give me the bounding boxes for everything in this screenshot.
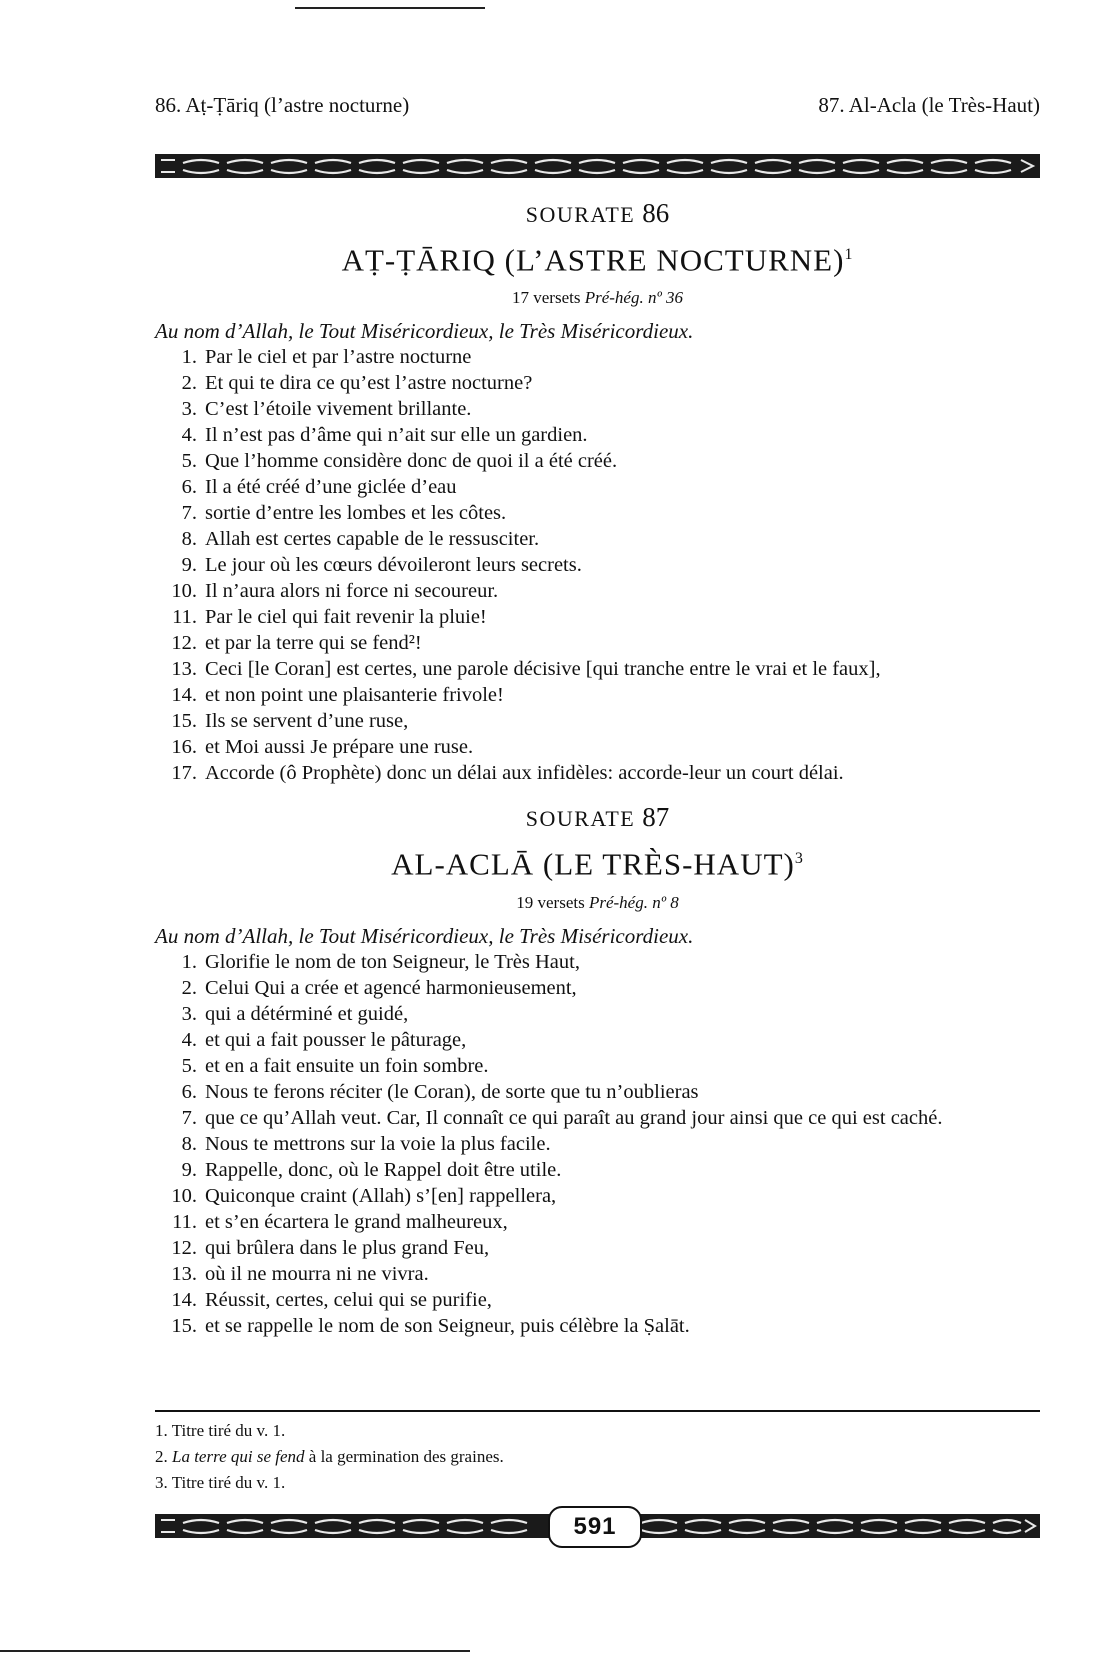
verse-item (155, 1235, 1040, 1261)
verse-number: 4. (181, 424, 197, 447)
verse-number: 2. (181, 976, 197, 999)
verse-number: 2. (181, 372, 197, 395)
verse-text: et par la terre qui se fend²! (205, 632, 422, 655)
verse-item (155, 1131, 1040, 1157)
verse-text: et non point une plaisanterie frivole! (205, 684, 504, 707)
title-footnote-ref: 3 (794, 850, 804, 868)
verse-number: 11. (172, 1210, 197, 1233)
verse-number: 15. (171, 710, 197, 733)
sourate-87-basmala: Au nom d’Allah, le Tout Miséricordieux, le Très Miséricordieux. (155, 923, 694, 948)
revelation-period: Pré-hég. nº 36 (584, 288, 683, 308)
verse-text: Par le ciel qui fait revenir la pluie! (205, 606, 487, 629)
verse-item (155, 1105, 1040, 1131)
sourate-87-label (155, 802, 1040, 833)
verse-number: 5. (181, 1054, 197, 1077)
verse-item (155, 1027, 1040, 1053)
verse-item (155, 760, 1040, 786)
sourate-label-text: SOURATE (525, 806, 636, 832)
verse-number: 7. (181, 502, 197, 525)
verse-number: 15. (171, 1314, 197, 1337)
verse-text: Que l’homme considère donc de quoi il a été créé. (205, 450, 618, 473)
verse-item (155, 474, 1040, 500)
verse-text: qui brûlera dans le plus grand Feu, (205, 1236, 490, 1259)
sourate-label-text: SOURATE (525, 202, 636, 227)
footnote-text: Titre tiré du v. 1. (171, 1421, 286, 1440)
verse-text: Quiconque craint (Allah) s’[en] rappellera, (205, 1184, 557, 1207)
sourate-number: 87 (642, 802, 670, 833)
sourate-title-text: AL-ACLĀ (LE TRÈS-HAUT) (391, 846, 795, 882)
verse-item (155, 1287, 1040, 1313)
verse-number: 12. (171, 1236, 197, 1259)
verse-number: 9. (181, 1158, 197, 1181)
verse-number: 14. (171, 684, 197, 707)
verse-item (155, 734, 1040, 760)
revelation-period: Pré-hég. nº 8 (588, 892, 679, 912)
verse-text: Il n’est pas d’âme qui n’ait sur elle un gardien. (205, 424, 588, 447)
sourate-86-verses (155, 344, 1040, 786)
verse-item (155, 526, 1040, 552)
verse-text: qui a détérminé et guidé, (205, 1002, 409, 1025)
scan-edge-top (295, 7, 485, 9)
footnotes (155, 1418, 1040, 1496)
verse-text: et se rappelle le nom de son Seigneur, puis célèbre la Ṣalāt. (205, 1314, 690, 1337)
verse-text: et Moi aussi Je prépare une ruse. (205, 736, 474, 759)
verse-text: Rappelle, donc, où le Rappel doit être utile. (205, 1158, 562, 1181)
verse-text: Nous te ferons réciter (le Coran), de sorte que tu n’oublieras (205, 1080, 699, 1103)
verse-number: 3. (181, 1002, 197, 1025)
verse-item (155, 949, 1040, 975)
footnote-text: Titre tiré du v. 1. (171, 1473, 286, 1492)
verse-item (155, 500, 1040, 526)
verse-number: 12. (171, 632, 197, 655)
footnote-divider (155, 1410, 1040, 1412)
verse-item (155, 604, 1040, 630)
verse-text: Il n’aura alors ni force ni secoureur. (205, 580, 499, 603)
verse-number: 8. (181, 528, 197, 551)
verse-item (155, 1183, 1040, 1209)
scan-edge-bottom (0, 1650, 470, 1652)
verse-text: Et qui te dira ce qu’est l’astre nocturne? (205, 372, 533, 395)
verse-item (155, 656, 1040, 682)
verse-text: Il a été créé d’une giclée d’eau (205, 476, 457, 499)
verse-text: Celui Qui a crée et agencé harmonieusement, (205, 976, 577, 999)
sourate-title-text: AṬ-ṬĀRIQ (L’ASTRE NOCTURNE) (341, 242, 845, 278)
footnote (155, 1418, 1040, 1444)
sourate-86-meta (155, 288, 1040, 308)
footnote-number: 1. (155, 1421, 168, 1440)
verse-item (155, 344, 1040, 370)
verse-text: Glorifie le nom de ton Seigneur, le Très Haut, (205, 950, 580, 973)
sourate-86-title (155, 233, 1040, 282)
verse-count: 19 versets (516, 892, 585, 912)
verse-text: Ceci [le Coran] est certes, une parole décisive [qui tranche entre le vrai et le faux], (205, 658, 881, 681)
sourate-87-verses (155, 949, 1040, 1339)
sourate-86-label (155, 198, 1040, 229)
verse-number: 4. (181, 1028, 197, 1051)
verse-number: 1. (181, 346, 197, 369)
verse-item (155, 422, 1040, 448)
verse-item (155, 448, 1040, 474)
verse-item (155, 1079, 1040, 1105)
footnote-number: 3. (155, 1473, 168, 1492)
verse-item (155, 1313, 1040, 1339)
verse-text: Le jour où les cœurs dévoileront leurs secrets. (205, 554, 582, 577)
verse-text: Réussit, certes, celui qui se purifie, (205, 1288, 492, 1311)
ornament-band-top (155, 154, 1040, 178)
verse-number: 6. (181, 476, 197, 499)
verse-text: Par le ciel et par l’astre nocturne (205, 346, 472, 369)
verse-number: 1. (181, 950, 197, 973)
verse-text: Accorde (ô Prophète) donc un délai aux infidèles: accorde-leur un court délai. (205, 762, 844, 785)
verse-item (155, 370, 1040, 396)
footnote-term: La terre qui se fend (172, 1447, 305, 1466)
footnote-text: à la germination des graines. (308, 1447, 504, 1466)
footnote (155, 1470, 1040, 1496)
verse-number: 7. (181, 1106, 197, 1129)
verse-item (155, 1261, 1040, 1287)
sourate-87-meta (155, 893, 1040, 913)
page-number: 591 (548, 1506, 642, 1548)
verse-number: 6. (181, 1080, 197, 1103)
verse-item (155, 578, 1040, 604)
verse-text: et en a fait ensuite un foin sombre. (205, 1054, 489, 1077)
verse-text: et s’en écartera le grand malheureux, (205, 1210, 508, 1233)
verse-number: 17. (171, 762, 197, 785)
verse-number: 5. (181, 450, 197, 473)
verse-text: sortie d’entre les lombes et les côtes. (205, 502, 507, 525)
verse-text: Allah est certes capable de le ressusciter. (205, 528, 540, 551)
verse-number: 3. (181, 398, 197, 421)
verse-item (155, 552, 1040, 578)
sourate-number: 86 (642, 198, 670, 228)
verse-item (155, 1001, 1040, 1027)
verse-text: C’est l’étoile vivement brillante. (205, 398, 472, 421)
verse-number: 8. (181, 1132, 197, 1155)
verse-number: 10. (171, 1184, 197, 1207)
verse-number: 11. (172, 606, 197, 629)
sourate-86-basmala: Au nom d’Allah, le Tout Miséricordieux, le Très Miséricordieux. (155, 319, 694, 344)
verse-item (155, 708, 1040, 734)
title-footnote-ref: 1 (844, 246, 854, 263)
verse-number: 13. (171, 658, 197, 681)
verse-text: où il ne mourra ni ne vivra. (205, 1262, 429, 1285)
page-body (155, 190, 1040, 1339)
verse-text: que ce qu’Allah veut. Car, Il connaît ce qui paraît au grand jour ainsi que ce qui est caché. (205, 1106, 943, 1129)
footnote (155, 1444, 1040, 1470)
verse-number: 10. (171, 580, 197, 603)
verse-count: 17 versets (512, 288, 581, 308)
verse-item (155, 975, 1040, 1001)
sourate-87-title (155, 837, 1040, 886)
footnote-number: 2. (155, 1447, 168, 1466)
running-header (155, 93, 1040, 118)
verse-number: 13. (171, 1262, 197, 1285)
verse-number: 9. (181, 554, 197, 577)
verse-item (155, 630, 1040, 656)
verse-item (155, 682, 1040, 708)
verse-item (155, 1053, 1040, 1079)
verse-item (155, 1209, 1040, 1235)
verse-number: 16. (171, 736, 197, 759)
header-right: 87. Al-Acla (le Très-Haut) (818, 93, 1040, 117)
verse-item (155, 396, 1040, 422)
verse-text: et qui a fait pousser le pâturage, (205, 1028, 467, 1051)
verse-text: Ils se servent d’une ruse, (205, 710, 409, 733)
verse-item (155, 1157, 1040, 1183)
ornament-pattern-top (155, 154, 1040, 178)
header-left: 86. Aṭ-Ṭāriq (l’astre nocturne) (155, 93, 410, 117)
verse-text: Nous te mettrons sur la voie la plus facile. (205, 1132, 551, 1155)
verse-number: 14. (171, 1288, 197, 1311)
